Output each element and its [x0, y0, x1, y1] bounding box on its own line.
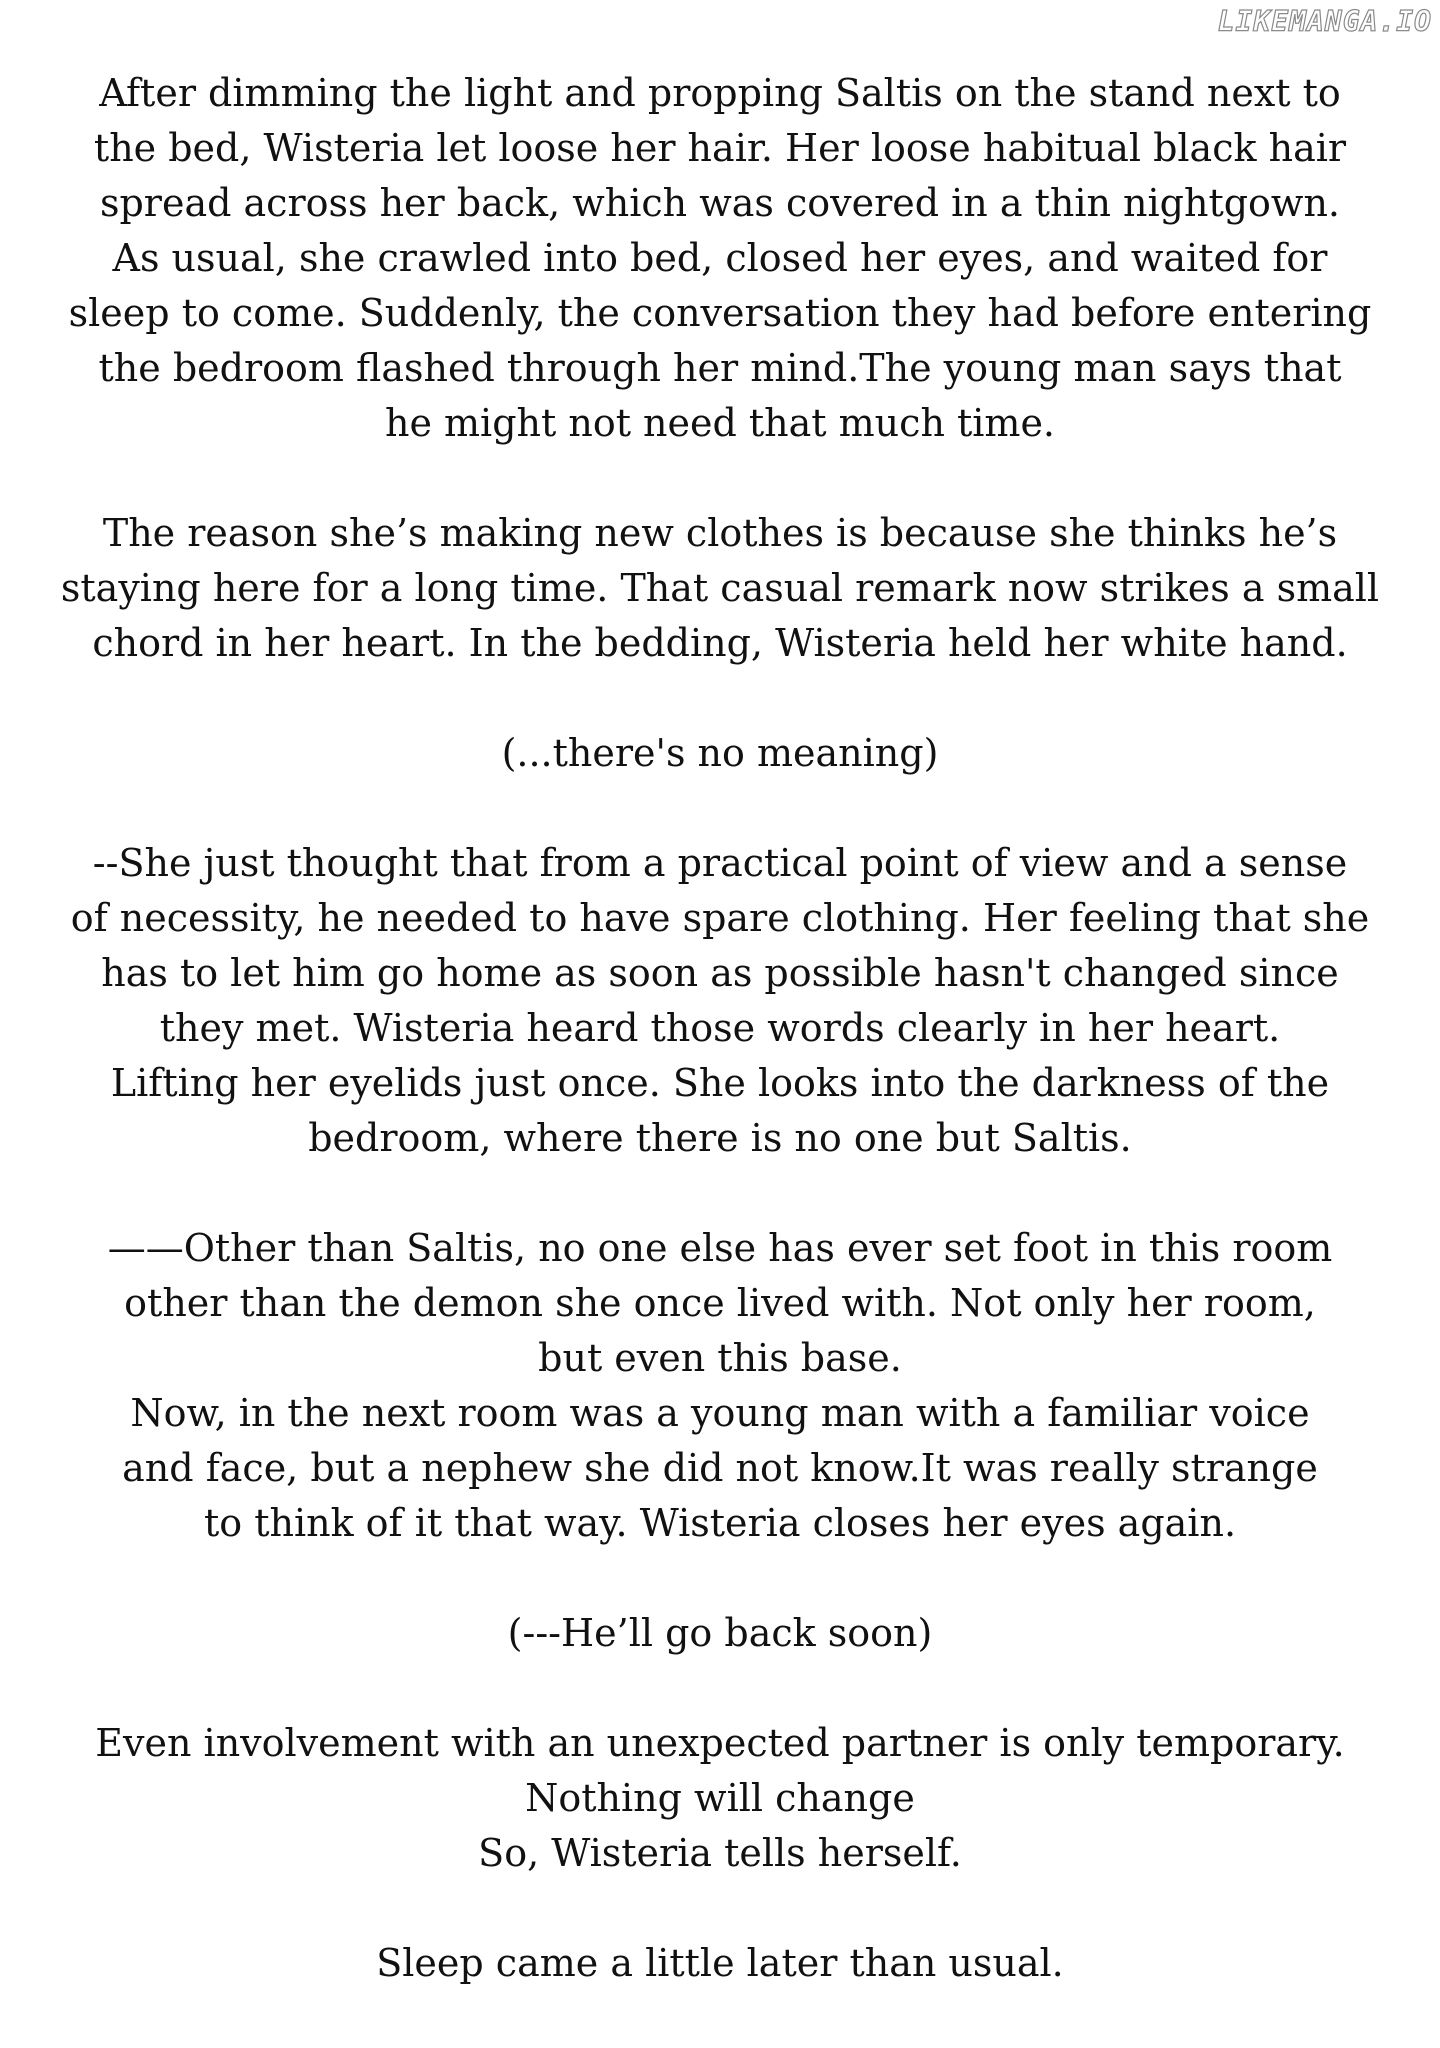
text-line: staying here for a long time. That casual remark now strikes a small [60, 566, 1380, 610]
text-line: has to let him go home as soon as possible hasn't changed since [101, 951, 1339, 995]
paragraph-5 [0, 1221, 1440, 1551]
text-line: Lifting her eyelids just once. She looks into the darkness of the [110, 1061, 1330, 1105]
paragraph-2 [0, 506, 1440, 671]
text-line: (---He’ll go back soon) [507, 1611, 933, 1655]
text-line: After dimming the light and propping Saltis on the stand next to [99, 71, 1341, 115]
text-line: Nothing will change [525, 1776, 915, 1820]
text-line: Now, in the next room was a young man with a familiar voice [130, 1391, 1310, 1435]
text-line: Even involvement with an unexpected partner is only temporary. [95, 1721, 1345, 1765]
text-line: The reason she’s making new clothes is because she thinks he’s [102, 511, 1338, 555]
text-line: bedroom, where there is no one but Saltis. [308, 1116, 1132, 1160]
text-line: ——Other than Saltis, no one else has ever set foot in this room [107, 1226, 1333, 1270]
text-line: So, Wisteria tells herself. [478, 1831, 962, 1875]
paragraph-1 [0, 66, 1440, 451]
text-line: spread across her back, which was covered in a thin nightgown. [99, 181, 1341, 225]
text-line: sleep to come. Suddenly, the conversation they had before entering [68, 291, 1372, 335]
site-watermark: LIKEMANGA.IO [1217, 5, 1432, 38]
paragraph-3-thought [0, 726, 1440, 781]
paragraph-4 [0, 836, 1440, 1166]
paragraph-8-closing [0, 1936, 1440, 1991]
text-line: the bedroom flashed through her mind.The young man says that [98, 346, 1342, 390]
text-line: of necessity, he needed to have spare clothing. Her feeling that she [70, 896, 1370, 940]
text-line: but even this base. [538, 1336, 902, 1380]
text-line: other than the demon she once lived with. Not only her room, [124, 1281, 1316, 1325]
paragraph-7 [0, 1716, 1440, 1881]
text-line: --She just thought that from a practical point of view and a sense [92, 841, 1348, 885]
novel-text-page [0, 66, 1440, 1991]
text-line: they met. Wisteria heard those words clearly in her heart. [159, 1006, 1281, 1050]
text-line: As usual, she crawled into bed, closed her eyes, and waited for [112, 236, 1328, 280]
text-line: the bed, Wisteria let loose her hair. Her loose habitual black hair [93, 126, 1347, 170]
text-line: chord in her heart. In the bedding, Wisteria held her white hand. [92, 621, 1348, 665]
text-line: (...there's no meaning) [501, 731, 939, 775]
paragraph-6-thought [0, 1606, 1440, 1661]
text-line: he might not need that much time. [384, 401, 1056, 445]
text-line: and face, but a nephew she did not know.It was really strange [122, 1446, 1318, 1490]
text-line: Sleep came a little later than usual. [376, 1941, 1064, 1985]
text-line: to think of it that way. Wisteria closes her eyes again. [203, 1501, 1237, 1545]
